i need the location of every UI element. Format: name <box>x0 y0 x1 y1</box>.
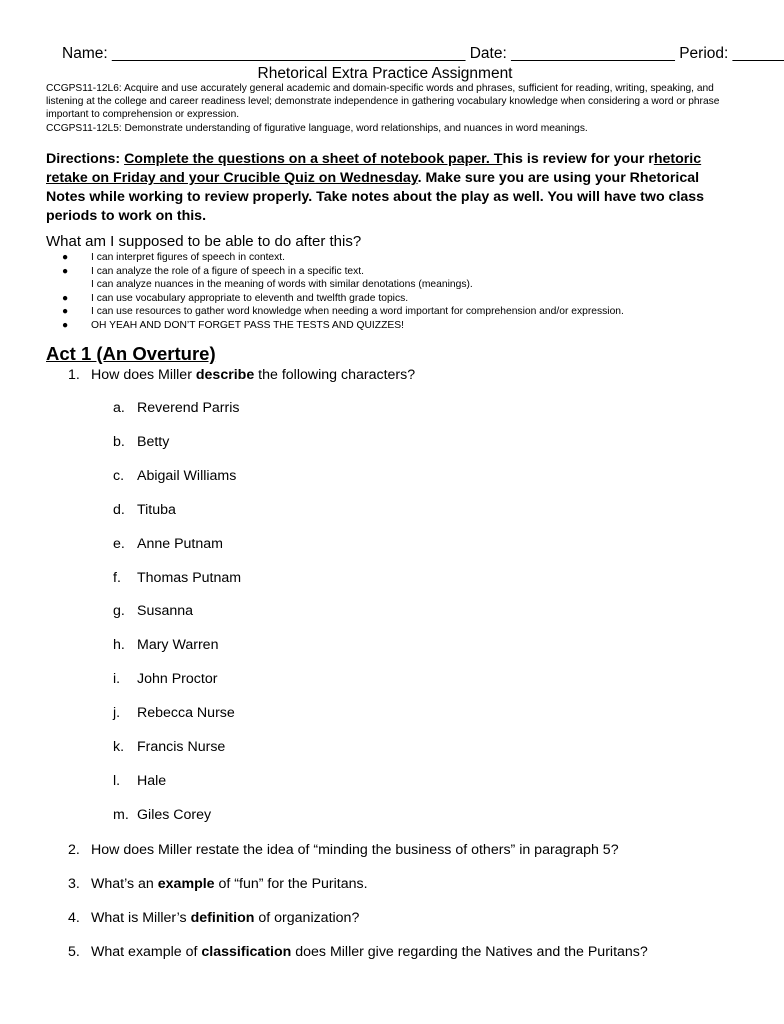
bullet-icon: ● <box>62 319 69 331</box>
question-item <box>68 842 619 858</box>
goal-item <box>62 319 624 333</box>
student-info-line <box>62 45 784 63</box>
goal-item <box>62 265 624 279</box>
question-text-end: does Miller give regarding the Natives and the Puritans? <box>291 944 648 960</box>
question-number: 1. <box>68 367 80 383</box>
question-item <box>68 367 415 383</box>
name-field[interactable]: _________________________________________ <box>111 45 466 62</box>
question-keyword: example <box>157 876 215 892</box>
directions-paragraph <box>46 150 726 226</box>
goal-item <box>62 251 624 265</box>
character-letter: e. <box>113 535 125 552</box>
directions-text-1: his is review for your r <box>502 151 654 167</box>
goal-text: I can use vocabulary appropriate to eleventh and twelfth grade topics. <box>91 292 409 304</box>
character-name: Thomas Putnam <box>137 569 242 586</box>
standard-l6: CCGPS11-12L6: Acquire and use accurately general academic and domain-specific words and phrases, sufficient for reading, writing, speaking, and listening at the college and career readiness level; demonstrate independence in gathering vocabulary knowledge when considering a word or phrase important to comprehension or expression. <box>46 83 720 121</box>
character-letter: m. <box>113 806 129 823</box>
bullet-icon: ● <box>62 292 69 304</box>
character-letter: i. <box>113 671 121 688</box>
directions-underlined-2: hetoric retake on Friday and your Crucible Quiz on Wednesday <box>46 151 702 186</box>
character-item <box>113 773 166 789</box>
page-title: Rhetorical Extra Practice Assignment <box>257 65 513 82</box>
goal-text: OH YEAH AND DON’T FORGET PASS THE TESTS AND QUIZZES! <box>91 319 404 331</box>
bullet-icon: ● <box>62 306 69 318</box>
character-name: Betty <box>137 433 170 450</box>
act-heading: Act 1 (An Overture) <box>46 343 216 364</box>
question-number: 3. <box>68 876 80 892</box>
character-item <box>113 400 240 416</box>
character-letter: l. <box>113 772 121 789</box>
question-text: What is Miller’s <box>91 910 191 926</box>
character-letter: b. <box>113 433 125 450</box>
period-label: Period: <box>679 45 729 62</box>
character-item <box>113 468 236 484</box>
question-text-end: the following characters? <box>254 367 416 383</box>
goal-text: I can analyze the role of a figure of speech in a specific text. <box>91 265 365 277</box>
question-text: How does Miller restate the idea of “minding the business of others” in paragraph 5? <box>91 842 619 858</box>
goal-text: I can interpret figures of speech in context. <box>91 252 286 263</box>
character-item <box>113 434 169 450</box>
standard-l5: CCGPS11-12L5: Demonstrate understanding of figurative language, word relationships, and nuances in word meanings. <box>46 122 588 134</box>
character-letter: f. <box>113 569 121 586</box>
question-item <box>68 944 648 960</box>
question-number: 5. <box>68 944 80 960</box>
period-field[interactable]: ______ <box>732 45 784 62</box>
character-name: Susanna <box>137 603 194 620</box>
character-letter: k. <box>113 739 125 755</box>
goals-heading: What am I supposed to be able to do after this? <box>46 233 362 250</box>
character-item <box>113 739 225 755</box>
character-item <box>113 807 211 823</box>
name-label: Name: <box>62 45 108 62</box>
goal-item <box>62 305 624 319</box>
character-name: Reverend Parris <box>137 400 240 416</box>
bullet-icon: ● <box>62 252 69 263</box>
standards-block <box>46 82 726 135</box>
character-name: John Proctor <box>137 671 218 688</box>
goal-item <box>62 278 624 292</box>
directions-text-2: . Make sure you are using your Rhetorical Notes while working to review properly. Take notes about the play as well. You will have two class periods to work on this. <box>46 170 705 224</box>
question-keyword: describe <box>195 367 255 383</box>
character-name: Abigail Williams <box>137 467 237 484</box>
question-keyword: classification <box>201 944 292 960</box>
character-item <box>113 570 241 586</box>
question-item <box>68 910 359 926</box>
character-letter: c. <box>113 467 125 484</box>
question-item <box>68 876 368 892</box>
character-name: Anne Putnam <box>137 535 223 552</box>
character-item <box>113 671 217 687</box>
question-keyword: definition <box>190 910 255 926</box>
question-number: 4. <box>68 910 80 926</box>
question-text-end: of “fun” for the Puritans. <box>214 876 368 892</box>
date-label: Date: <box>469 45 507 62</box>
goal-text: I can use resources to gather word knowledge when needing a word important for comprehension and/or expression. <box>91 306 624 318</box>
character-name: Tituba <box>137 501 176 518</box>
character-letter: h. <box>113 637 125 654</box>
character-name: Francis Nurse <box>137 739 226 755</box>
character-letter: a. <box>113 400 125 416</box>
question-text: How does Miller <box>91 367 196 383</box>
goal-item <box>62 292 624 306</box>
character-letter: d. <box>113 501 125 518</box>
character-name: Giles Corey <box>137 806 212 823</box>
character-item <box>113 705 235 721</box>
character-item <box>113 536 223 552</box>
character-item <box>113 603 193 619</box>
character-name: Rebecca Nurse <box>137 705 235 722</box>
question-text: What example of <box>91 944 202 960</box>
directions-label: Directions: <box>46 151 121 167</box>
character-letter: g. <box>113 603 125 620</box>
date-field[interactable]: ___________________ <box>511 45 675 62</box>
question-text: What’s an <box>91 876 158 892</box>
character-item <box>113 637 218 653</box>
bullet-icon: ● <box>62 265 69 277</box>
question-text-end: of organization? <box>254 910 360 926</box>
goal-text: I can analyze nuances in the meaning of words with similar denotations (meanings). <box>91 279 473 291</box>
character-letter: j. <box>113 705 121 722</box>
directions-underlined-1: Complete the questions on a sheet of notebook paper. T <box>124 151 503 167</box>
question-number: 2. <box>68 842 80 858</box>
character-item <box>113 502 176 518</box>
character-name: Mary Warren <box>137 637 219 654</box>
goals-list <box>62 251 624 333</box>
character-name: Hale <box>137 772 167 789</box>
